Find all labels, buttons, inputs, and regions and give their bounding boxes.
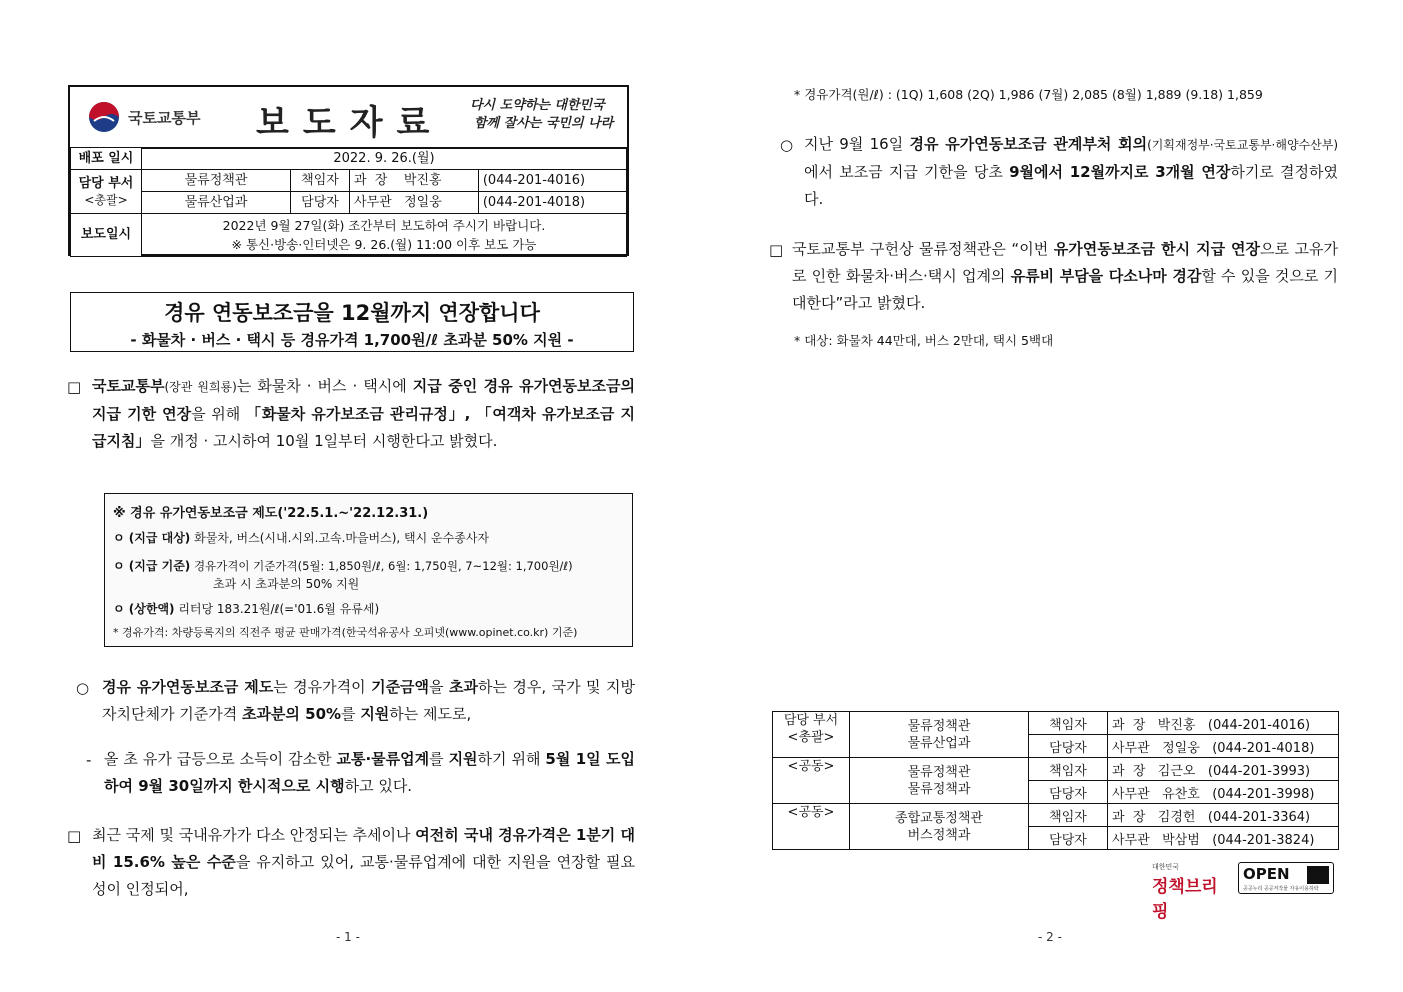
paragraph-5 bbox=[804, 131, 1338, 213]
box-line-4: * 경유가격: 차량등록지의 직전주 평균 판매가격(한국석유공사 오피넷(www.opinet.co.kr) 기준) bbox=[113, 626, 578, 639]
box-text: 화물차, 버스(시내.시외.고속.마을버스), 택시 운수종사자 bbox=[190, 531, 490, 545]
contact-person bbox=[1108, 735, 1339, 758]
release-label: 보도일시 bbox=[71, 214, 142, 257]
page-2 bbox=[702, 0, 1403, 992]
p2-text: 를 bbox=[341, 705, 361, 723]
contact-office bbox=[850, 758, 1029, 804]
headline-box bbox=[70, 292, 634, 352]
p5-text: 경유 유가연동보조금 관계부처 회의 bbox=[909, 135, 1148, 153]
contact-row bbox=[773, 712, 1339, 735]
policy-briefing-logo bbox=[1152, 862, 1232, 922]
open-text: OPEN bbox=[1243, 865, 1290, 883]
p1-text: 지급 중인 경유 유가연동보조금의 지급 기한 연장 bbox=[92, 377, 636, 423]
paragraph-6 bbox=[792, 236, 1338, 317]
contact-phone: (044-201-3998) bbox=[1212, 786, 1315, 802]
contact-dept bbox=[773, 804, 850, 850]
contact-title: 과 장 bbox=[1112, 717, 1146, 733]
p2-text: 지원 bbox=[360, 705, 390, 723]
p2-text: 을 bbox=[429, 678, 449, 696]
contact-dept-a: <공동> bbox=[787, 759, 835, 774]
contact-person bbox=[1108, 781, 1339, 804]
box-line-3 bbox=[113, 600, 379, 617]
contact-row bbox=[773, 758, 1339, 781]
contact-name: 유찬호 bbox=[1162, 786, 1200, 802]
p6-text: 으로 고유가로 인한 화물차·버스·택시 업계의 bbox=[792, 240, 1339, 285]
box-line-2b: 초과 시 초과분의 50% 지원 bbox=[213, 577, 360, 591]
p3-text: 하고 있다. bbox=[344, 777, 413, 795]
dept-1: 물류정책관 bbox=[142, 170, 291, 192]
slogan bbox=[470, 97, 620, 133]
p4-text: 최근 국제 및 국내유가가 다소 안정되는 추세이나 bbox=[92, 826, 416, 844]
p3-text: 올 초 유가 급등으로 소득이 감소한 bbox=[104, 750, 337, 768]
contact-office-a: 물류정책관 bbox=[907, 764, 971, 780]
staff-person bbox=[350, 192, 479, 214]
contact-dept bbox=[773, 712, 850, 758]
box-title: ※ 경유 유가연동보조금 제도('22.5.1.~'22.12.31.) bbox=[113, 506, 429, 521]
headline: 경유 연동보조금을 12월까지 연장합니다 bbox=[164, 301, 540, 325]
staff-phone: (044-201-4018) bbox=[478, 192, 626, 214]
header-banner bbox=[70, 87, 627, 149]
sub-headline: - 화물차 · 버스 · 택시 등 경유가격 1,700원/ℓ 초과분 50% 지원 - bbox=[130, 331, 574, 349]
staff-label: 담당자 bbox=[291, 192, 350, 214]
p6-text: 할 수 있을 것으로 기대한다”라고 밝혔다. bbox=[792, 267, 1338, 312]
slogan-line-2: 함께 잘사는 국민의 나라 bbox=[474, 116, 614, 131]
contact-person bbox=[1108, 758, 1339, 781]
p4-text: 을 유지하고 있어, 교통·물류업계에 대한 지원을 연장할 필요성이 인정되어, bbox=[92, 853, 635, 898]
contact-name: 박진홍 bbox=[1157, 717, 1196, 733]
circle-bullet-icon: ○ bbox=[780, 136, 794, 154]
page-number: - 1 - bbox=[336, 930, 360, 944]
dist-date-label: 배포 일시 bbox=[71, 148, 142, 170]
dept-label bbox=[71, 170, 142, 214]
contact-office-b: 버스정책과 bbox=[907, 827, 971, 843]
slogan-line-1: 다시 도약하는 대한민국 bbox=[470, 98, 605, 113]
contact-cell: 책임자 bbox=[1029, 712, 1108, 735]
p2-text: 기준금액 bbox=[371, 678, 430, 696]
square-bullet-icon: □ bbox=[769, 241, 784, 259]
contact-office-b: 물류산업과 bbox=[907, 735, 971, 751]
p1-text: 는 화물차 · 버스 · 택시에 bbox=[236, 377, 413, 395]
contact-title: 사무관 bbox=[1112, 740, 1150, 756]
box-text: ㅇ (지급 대상) bbox=[113, 531, 191, 545]
contact-person bbox=[1108, 712, 1339, 735]
p2-text: 경유 유가연동보조금 제도 bbox=[102, 678, 274, 696]
contact-office-a: 물류정책관 bbox=[907, 718, 971, 734]
paragraph-4 bbox=[92, 822, 635, 903]
contact-title: 사무관 bbox=[1112, 832, 1150, 848]
page-1 bbox=[0, 0, 701, 992]
p2-text: 초과 bbox=[449, 678, 478, 696]
release-line-2: ※ 통신·방송·인터넷은 9. 26.(월) 11:00 이후 보도 가능 bbox=[231, 237, 537, 252]
contact-table bbox=[772, 711, 1339, 850]
p1-text: 국토교통부 bbox=[92, 377, 165, 395]
p5-text: 9월에서 12월까지로 3개월 연장 bbox=[1009, 163, 1231, 181]
p6-text: 국토교통부 구헌상 물류정책관은 “이번 bbox=[792, 240, 1054, 258]
box-text: ㅇ (상한액) bbox=[113, 602, 175, 616]
box-text: ㅇ (지급 기준) bbox=[113, 559, 191, 573]
contact-title: 과 장 bbox=[1112, 763, 1146, 779]
dash-bullet-icon: - bbox=[86, 751, 92, 769]
paragraph-1 bbox=[92, 373, 635, 455]
contact-person bbox=[1108, 804, 1339, 827]
p4-text: 여전히 국내 경유가격은 1분기 대비 15.6% 높은 수준 bbox=[92, 826, 635, 871]
contact-dept-a: 담당 부서 bbox=[783, 713, 839, 728]
paragraph-3 bbox=[104, 746, 635, 800]
page-number: - 2 - bbox=[1038, 930, 1062, 944]
contact-phone: (044-201-4018) bbox=[1212, 740, 1315, 756]
box-line-2 bbox=[113, 557, 573, 574]
p1-text: 을 개정 · 고시하여 10월 1일부터 시행한다고 밝혔다. bbox=[150, 432, 498, 450]
p3-text: 를 bbox=[429, 750, 449, 768]
release-time bbox=[142, 214, 627, 257]
p3-text: 5월 1일 도입하여 9월 30일까지 한시적으로 시행 bbox=[104, 750, 636, 795]
square-bullet-icon: □ bbox=[67, 378, 82, 396]
release-line-1: 2022년 9월 27일(화) 조간부터 보도하여 주시기 바랍니다. bbox=[222, 218, 546, 233]
contact-cell: 담당자 bbox=[1029, 735, 1108, 758]
kb-small: 대한민국 bbox=[1152, 863, 1180, 871]
contact-dept-b: <총괄> bbox=[787, 730, 835, 745]
government-emblem-icon bbox=[88, 101, 120, 133]
contact-dept bbox=[773, 758, 850, 804]
open-license-logo bbox=[1238, 862, 1334, 894]
contact-office bbox=[850, 712, 1029, 758]
staff-name: 정일웅 bbox=[404, 194, 442, 210]
price-note: * 경유가격(원/ℓ) : (1Q) 1,608 (2Q) 1,986 (7월) 2,085 (8월) 1,889 (9.18) 1,859 bbox=[794, 87, 1263, 102]
staff-title: 사무관 bbox=[354, 194, 392, 210]
box-text: 경유가격이 기준가격(5월: 1,850원/ℓ, 6월: 1,750원, 7~12월: 1,700원/ℓ) bbox=[190, 559, 573, 573]
box-line-1 bbox=[113, 529, 489, 546]
contact-title: 과 장 bbox=[1112, 809, 1146, 825]
license-icon bbox=[1307, 866, 1329, 884]
contact-office-b: 물류정책과 bbox=[907, 781, 971, 797]
org-name: 국토교통부 bbox=[128, 109, 201, 127]
contact-person bbox=[1108, 827, 1339, 850]
contact-dept-a: <공동> bbox=[787, 805, 835, 820]
dept-label-text: 담당 부서 bbox=[78, 175, 134, 191]
p2-text: 하는 경우, 국가 및 지방자치단체가 기준가격 bbox=[102, 678, 635, 723]
dept-label-sub: <총괄> bbox=[84, 192, 128, 207]
kb-text: 정책브리핑 bbox=[1152, 877, 1218, 922]
square-bullet-icon: □ bbox=[67, 827, 82, 845]
contact-phone: (044-201-4016) bbox=[1207, 717, 1311, 733]
contact-cell: 책임자 bbox=[1029, 804, 1108, 827]
p5-text: 지난 9월 16일 bbox=[804, 135, 910, 153]
contact-name: 김근오 bbox=[1157, 763, 1196, 779]
contact-name: 박삼범 bbox=[1162, 832, 1200, 848]
p5-text: 에서 보조금 지급 기한을 당초 bbox=[804, 163, 1010, 181]
p3-text: 하기 위해 bbox=[477, 750, 546, 768]
p5-text: 하기로 결정하였다. bbox=[804, 163, 1338, 208]
contact-office bbox=[850, 804, 1029, 850]
contact-office-a: 종합교통정책관 bbox=[895, 810, 983, 826]
contact-cell: 책임자 bbox=[1029, 758, 1108, 781]
circle-bullet-icon: ○ bbox=[76, 679, 90, 697]
p1-text: 을 위해 bbox=[191, 405, 246, 423]
p2-text: 하는 제도로, bbox=[389, 705, 472, 723]
press-header bbox=[68, 85, 629, 256]
contact-cell: 담당자 bbox=[1029, 827, 1108, 850]
release-info-table bbox=[70, 147, 627, 257]
resp-title: 과 장 bbox=[354, 172, 388, 188]
p2-text: 초과분의 50% bbox=[241, 705, 342, 723]
contact-title: 사무관 bbox=[1112, 786, 1150, 802]
p6-text: 유가연동보조금 한시 지급 연장 bbox=[1053, 240, 1261, 258]
contact-name: 정일웅 bbox=[1162, 740, 1200, 756]
resp-phone: (044-201-4016) bbox=[478, 170, 626, 192]
contact-name: 김경헌 bbox=[1157, 809, 1196, 825]
dist-date: 2022. 9. 26.(월) bbox=[142, 148, 627, 170]
p1-text: (장관 원희룡) bbox=[164, 380, 237, 394]
dept-2: 물류산업과 bbox=[142, 192, 291, 214]
p5-text: (기획재정부·국토교통부·해양수산부) bbox=[1147, 138, 1338, 152]
contact-phone: (044-201-3993) bbox=[1207, 763, 1311, 779]
p1-text: 「화물차 유가보조금 관리규정」, 「여객차 유가보조금 지급지침」 bbox=[92, 405, 635, 450]
p3-text: 지원 bbox=[448, 750, 478, 768]
box-text: 리터당 183.21원/ℓ(='01.6월 유류세) bbox=[174, 602, 380, 616]
p2-text: 는 경유가격이 bbox=[273, 678, 372, 696]
resp-person bbox=[350, 170, 479, 192]
paragraph-2 bbox=[102, 674, 635, 728]
p6-text: 유류비 부담을 다소나마 경감 bbox=[1010, 267, 1202, 285]
contact-phone: (044-201-3824) bbox=[1212, 832, 1315, 848]
contact-phone: (044-201-3364) bbox=[1207, 809, 1311, 825]
contact-cell: 담당자 bbox=[1029, 781, 1108, 804]
subsidy-info-box bbox=[104, 493, 633, 647]
p3-text: 교통·물류업계 bbox=[336, 750, 430, 768]
target-note: * 대상: 화물차 44만대, 버스 2만대, 택시 5백대 bbox=[794, 333, 1054, 348]
press-release-label: 보도자료 bbox=[256, 103, 444, 143]
contact-row bbox=[773, 804, 1339, 827]
resp-name: 박진홍 bbox=[403, 172, 442, 188]
resp-label: 책임자 bbox=[291, 170, 350, 192]
open-sub: 공공누리 공공저작물 자유이용허락 bbox=[1243, 886, 1319, 892]
